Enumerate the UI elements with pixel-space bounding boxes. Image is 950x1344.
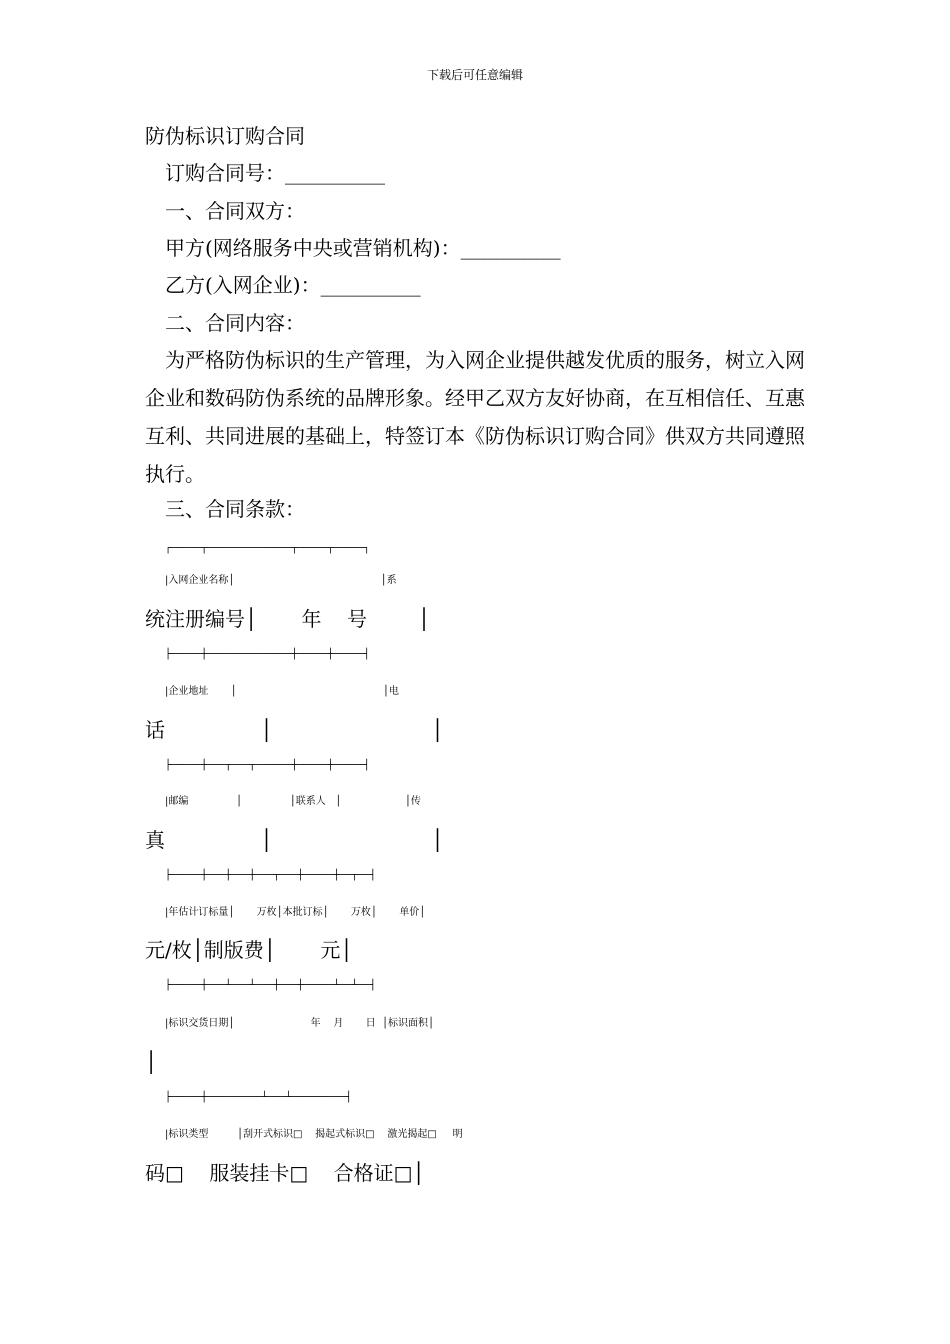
table-border: ├─────┼──────────────┼─────┼─────┤ xyxy=(165,649,370,660)
table-row-company-name: |入网企业名称│ │系 xyxy=(165,575,397,586)
table-row-label-type: |标识类型 │刮开式标识□ 揭起式标识□ 激光揭起□ 明 xyxy=(165,1129,463,1140)
table-row-delivery-date-cont: │ xyxy=(145,1050,158,1074)
table-row-company-name-cont: 统注册编号│ 年 号 │ xyxy=(145,607,430,631)
contract-number: 订购合同号：__________ xyxy=(165,161,385,185)
table-border: ├─────┼───┴───┴───┼───┼─────┴──┴──┤ xyxy=(165,980,376,991)
party-a-line: 甲方(网络服务中央或营销机构)：__________ xyxy=(165,236,561,260)
table-border: ├─────┼─────────┴───┴─────────┤ xyxy=(165,1092,352,1103)
section-heading-content: 二、合同内容： xyxy=(165,311,305,335)
table-border-top: ┌─────┬──────────────┬─────┬─────┐ xyxy=(165,543,370,554)
table-row-address: |企业地址 │ │电 xyxy=(165,686,399,697)
header-note: 下载后可任意编辑 xyxy=(426,68,523,82)
table-row-postcode: |邮编 │ │联系人 │ │传 xyxy=(165,796,421,807)
table-border: ├─────┼───┼───┼───┬───┼─────┼──┬──┤ xyxy=(165,870,376,881)
table-row-delivery-date: |标识交货日期│ 年 月 日 │标识面积│ xyxy=(165,1018,435,1029)
section-heading-parties: 一、合同双方： xyxy=(165,199,305,223)
table-border: ├─────┼───┬───┬──────┼─────┼─────┤ xyxy=(165,760,370,771)
document-title: 防伪标识订购合同 xyxy=(145,124,305,148)
table-row-address-cont: 话 │ │ xyxy=(145,718,444,742)
intro-paragraph: 为严格防伪标识的生产管理，为入网企业提供越发优质的服务，树立入网企业和数码防伪系统的品牌形象。经甲乙双方友好协商，在互相信任、互惠互利、共同进展的基础上，特签订本《防伪标识订购合同》供双方共同遵照执行。 xyxy=(145,348,805,486)
party-b-line: 乙方(入网企业)：__________ xyxy=(165,273,421,297)
table-row-quantity-cont: 元/枚│制版费│ 元│ xyxy=(145,938,353,962)
table-row-quantity: |年估计订标量│ 万枚│本批订标│ 万枚│ 单价│ xyxy=(165,907,426,918)
table-row-postcode-cont: 真 │ │ xyxy=(145,828,444,852)
table-row-label-type-cont: 码□ 服装挂卡□ 合格证□│ xyxy=(145,1161,425,1185)
section-heading-terms: 三、合同条款： xyxy=(165,497,305,521)
